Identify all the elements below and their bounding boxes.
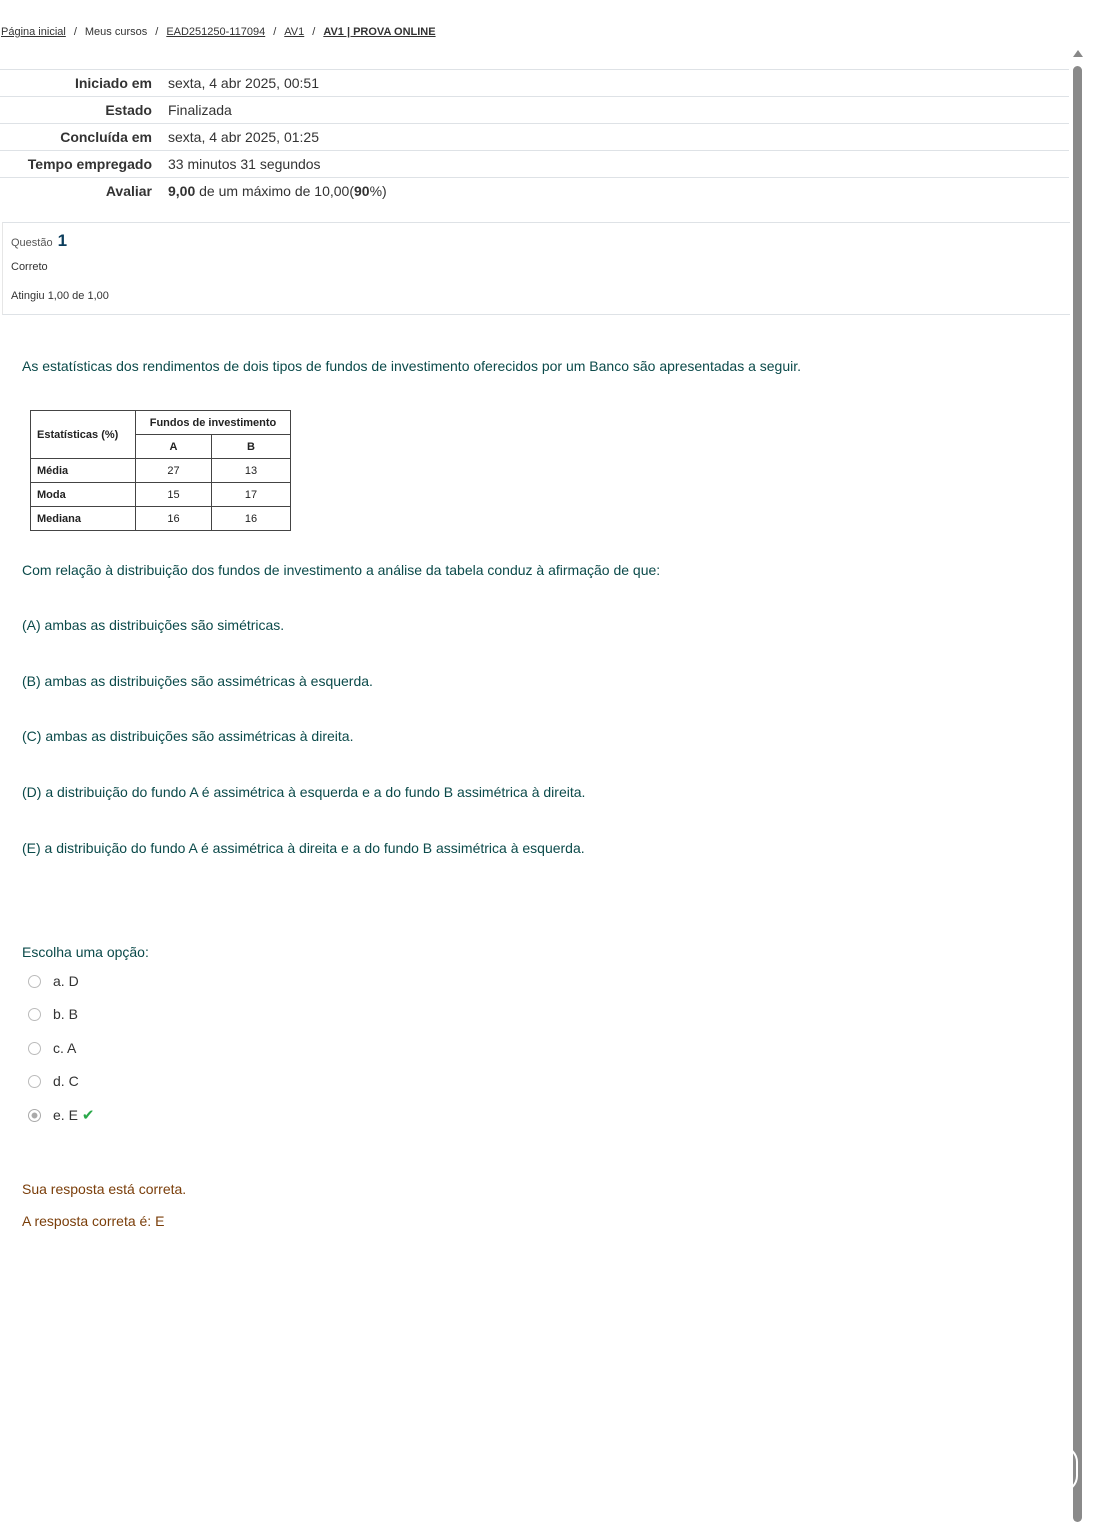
breadcrumb	[1, 26, 436, 38]
question-label: Questão	[11, 237, 53, 249]
radio-button[interactable]	[28, 975, 41, 988]
option-a[interactable]	[28, 971, 79, 991]
option-c[interactable]	[28, 1038, 76, 1058]
table-row-label: Moda	[31, 483, 136, 507]
table-row-label: Média	[31, 459, 136, 483]
radio-button[interactable]	[28, 1042, 41, 1055]
summary-value: sexta, 4 abr 2025, 01:25	[168, 129, 319, 145]
scroll-up-arrow-icon[interactable]	[1073, 50, 1083, 57]
option-label: c. A	[53, 1040, 77, 1056]
option-label: a. D	[53, 973, 79, 989]
question-state: Correto	[11, 261, 48, 273]
table-cell: 16	[136, 507, 212, 531]
grade-score: 9,00	[168, 183, 196, 200]
table-cell: 15	[136, 483, 212, 507]
summary-row-time	[0, 151, 1069, 178]
feedback-right-answer: A resposta correta é: E	[22, 1213, 165, 1229]
table-col-a: A	[136, 435, 212, 459]
alternative-b: (B) ambas as distribuições são assimétricas à esquerda.	[22, 673, 373, 689]
question-info-box	[2, 222, 1070, 315]
summary-row-completed	[0, 124, 1069, 151]
radio-button-selected[interactable]	[28, 1109, 41, 1122]
summary-row-grade	[0, 178, 1069, 205]
table-row	[31, 459, 291, 483]
summary-value	[152, 178, 1069, 205]
grade-middle-text: de um máximo de 10,00(	[195, 183, 354, 200]
table-cell: 16	[212, 507, 291, 531]
breadcrumb-section-link[interactable]: AV1	[284, 26, 305, 38]
option-e[interactable]	[28, 1105, 94, 1125]
summary-label: Avaliar	[105, 183, 152, 200]
table-row	[31, 507, 291, 531]
choose-option-prompt: Escolha uma opção:	[22, 944, 149, 960]
breadcrumb-home-link[interactable]: Página inicial	[1, 26, 66, 38]
grade-end-text: %)	[369, 183, 387, 200]
investment-stats-table	[30, 410, 291, 531]
summary-row-state	[0, 97, 1069, 124]
table-cell: 17	[212, 483, 291, 507]
breadcrumb-separator: /	[273, 26, 277, 38]
radio-button[interactable]	[28, 1008, 41, 1021]
table-corner-header: Estatísticas (%)	[31, 411, 136, 459]
alternative-d: (D) a distribuição do fundo A é assimétrica à esquerda e a do fundo B assimétrica à direita.	[22, 784, 586, 800]
option-label: e. E	[53, 1107, 78, 1123]
summary-label: Estado	[105, 102, 152, 118]
summary-value: sexta, 4 abr 2025, 00:51	[168, 75, 319, 91]
feedback-result: Sua resposta está correta.	[22, 1181, 187, 1197]
summary-row-started	[0, 70, 1069, 97]
table-cell: 27	[136, 459, 212, 483]
attempt-summary-table	[0, 69, 1069, 205]
table-row	[31, 483, 291, 507]
option-b[interactable]	[28, 1004, 78, 1024]
summary-value: 33 minutos 31 segundos	[168, 156, 321, 172]
table-cell: 13	[212, 459, 291, 483]
grade-percent: 90	[354, 183, 370, 200]
question-mark: Atingiu 1,00 de 1,00	[11, 290, 109, 302]
summary-label: Iniciado em	[74, 75, 152, 91]
table-col-b: B	[212, 435, 291, 459]
scrollbar-thumb[interactable]	[1073, 66, 1082, 1522]
table-row-label: Mediana	[31, 507, 136, 531]
summary-label: Tempo empregado	[27, 156, 152, 172]
option-label: d. C	[53, 1073, 79, 1089]
radio-button[interactable]	[28, 1075, 41, 1088]
option-label: b. B	[53, 1006, 78, 1022]
correct-check-icon: ✔	[81, 1107, 95, 1124]
breadcrumb-separator: /	[155, 26, 159, 38]
breadcrumb-course-link[interactable]: EAD251250-117094	[166, 26, 266, 38]
breadcrumb-my-courses: Meus cursos	[84, 26, 148, 38]
breadcrumb-separator: /	[312, 26, 316, 38]
alternative-c: (C) ambas as distribuições são assimétricas à direita.	[22, 728, 354, 744]
breadcrumb-separator: /	[73, 26, 77, 38]
alternative-a: (A) ambas as distribuições são simétricas.	[22, 617, 285, 633]
question-intro: As estatísticas dos rendimentos de dois tipos de fundos de investimento oferecidos por um Banco são apresentadas a seguir.	[22, 358, 802, 374]
question-statement: Com relação à distribuição dos fundos de investimento a análise da tabela conduz à afirmação de que:	[22, 562, 661, 578]
alternative-e: (E) a distribuição do fundo A é assimétrica à direita e a do fundo B assimétrica à esquerda.	[22, 840, 585, 856]
table-group-header: Fundos de investimento	[136, 411, 291, 435]
breadcrumb-current-link[interactable]: AV1 | PROVA ONLINE	[323, 26, 436, 38]
question-number	[11, 231, 67, 251]
question-number-value: 1	[57, 231, 68, 250]
summary-label: Concluída em	[60, 129, 152, 145]
summary-value: Finalizada	[168, 102, 232, 118]
option-d[interactable]	[28, 1071, 79, 1091]
